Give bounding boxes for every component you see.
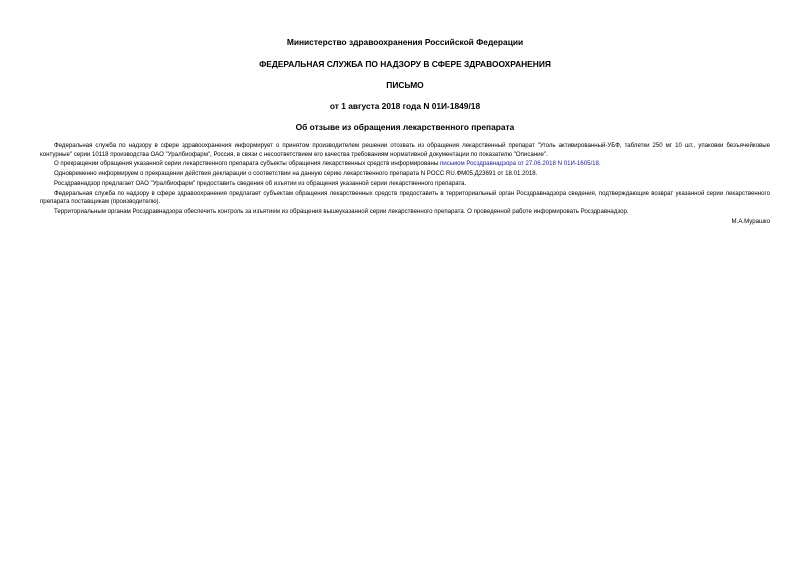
document-type: ПИСЬМО [386, 80, 424, 90]
document-subject: Об отзыве из обращения лекарственного препарата [295, 122, 515, 132]
paragraph-declaration: Одновременно информируем о прекращении действия декларации о соответствии на данную серию лекарственного препарата N РОСС RU.ФМ05.Д23691 от 18.01.2018. [54, 170, 538, 178]
paragraph-territorial-control: Территориальным органам Росздравнадзора обеспечить контроль за изъятием из обращения вышеуказанной серии лекарственного препарата. О проведенной работе информировать Росздравнадзор. [54, 208, 629, 216]
service-title: ФЕДЕРАЛЬНАЯ СЛУЖБА ПО НАДЗОРУ В СФЕРЕ ЗДРАВООХРАНЕНИЯ [259, 59, 551, 69]
paragraph-prior-letter [40, 160, 770, 169]
paragraph-manufacturer-request: Росздравнадзор предлагает ОАО "Уралбиофарм" предоставить сведения об изъятии из обращения указанной серии лекарственного препарата. [54, 179, 467, 187]
document-page [40, 30, 770, 226]
prior-letter-link[interactable]: письмом Росздравнадзора от 27.06.2018 N 01И-1605/18 [439, 160, 599, 168]
paragraph-prior-letter-text: О прекращении обращения указанной серии лекарственного препарата субъекты обращения лекарственных средств информированы [54, 160, 440, 168]
paragraph-subjects-request: Федеральная служба по надзору в сфере здравоохранения предлагает субъектам обращения лекарственных средств предоставить в территориальный орган Росздравнадзора сведения, подтверждающие возврат указанной серии лекарственного препарата поставщикам (производителю). [40, 189, 770, 206]
paragraph-prior-letter-end: . [598, 160, 601, 168]
document-date-number: от 1 августа 2018 года N 01И-1849/18 [329, 101, 481, 111]
paragraph-recall-notice: Федеральная служба по надзору в сфере здравоохранения информирует о принятом производителем решении отозвать из обращения лекарственный препарат "Уголь активированный-УБФ, таблетки 250 мг 10 шт., упаковки безъячейковые контурные" серии 10118 производства ОАО "Уралбиофарм", Россия, в связи с несоответствием его качества требованиям нормативной документации по показателю "Описание". [40, 142, 770, 158]
ministry-title: Министерство здравоохранения Российской Федерации [286, 37, 524, 47]
signature: М.А.Мурашко [731, 217, 770, 225]
document-body [40, 142, 770, 217]
